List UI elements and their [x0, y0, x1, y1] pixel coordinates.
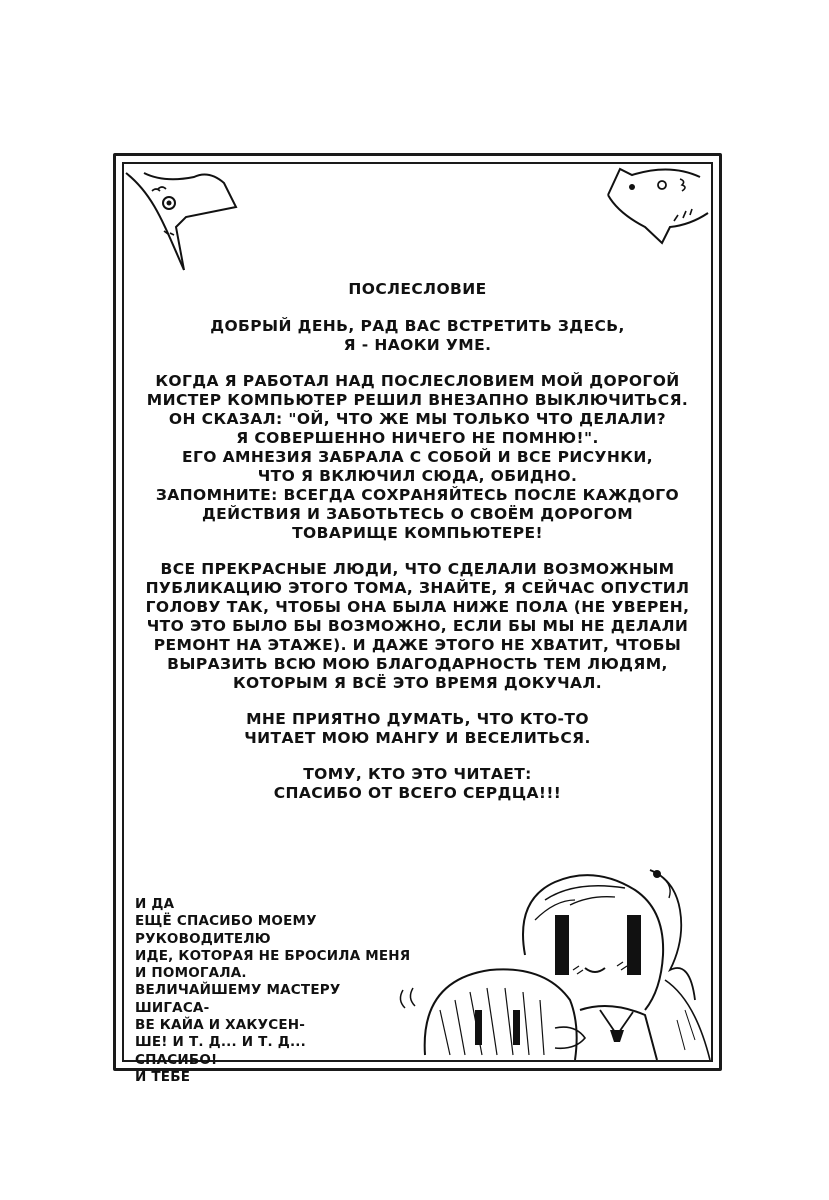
- postscript-note: [135, 896, 415, 1086]
- closing-paragraph: [130, 765, 705, 803]
- greeting-paragraph: [130, 317, 705, 355]
- text-line: СПАСИБО!: [135, 1051, 218, 1068]
- text-line: КОТОРЫМ Я ВСЁ ЭТО ВРЕМЯ ДОКУЧАЛ.: [232, 674, 603, 692]
- text-line: ЧИТАЕТ МОЮ МАНГУ И ВЕСЕЛИТЬСЯ.: [244, 729, 591, 747]
- text-line: ВЕЛИЧАЙШЕМУ МАСТЕРУ ШИГАСА-: [135, 982, 341, 1016]
- text-line: ВСЕ ПРЕКРАСНЫЕ ЛЮДИ, ЧТО СДЕЛАЛИ ВОЗМОЖНЫМ: [160, 560, 675, 578]
- text-line: ЕЩЁ СПАСИБО МОЕМУ РУКОВОДИТЕЛЮ: [135, 913, 317, 947]
- text-line: И ТЕБЕ: [135, 1068, 191, 1085]
- text-line: ЧТО ЭТО БЫЛО БЫ ВОЗМОЖНО, ЕСЛИ БЫ МЫ НЕ ДЕЛАЛИ: [146, 617, 689, 635]
- text-line: ЕГО АМНЕЗИЯ ЗАБРАЛА С СОБОЙ И ВСЕ РИСУНКИ,: [182, 448, 653, 466]
- cat-face-right-icon: [600, 165, 712, 245]
- text-line: ТОМУ, КТО ЭТО ЧИТАЕТ:: [303, 765, 532, 783]
- text-line: ВЫРАЗИТЬ ВСЮ МОЮ БЛАГОДАРНОСТЬ ТЕМ ЛЮДЯМ,: [167, 655, 668, 673]
- text-line: СПАСИБО ОТ ВСЕГО СЕРДЦА!!!: [273, 784, 562, 802]
- text-line: ТОВАРИЩЕ КОМПЬЮТЕРЕ!: [292, 524, 543, 542]
- text-line: ДЕЙСТВИЯ И ЗАБОТЬТЕСЬ О СВОЁМ ДОРОГОМ: [201, 505, 634, 523]
- text-line: Я - НАОКИ УМЕ.: [343, 336, 492, 354]
- text-line: И ДА: [135, 896, 175, 912]
- text-line: ЗАПОМНИТЕ: ВСЕГДА СОХРАНЯЙТЕСЬ ПОСЛЕ КАЖДОГО: [155, 486, 680, 504]
- text-line: ГОЛОВУ ТАК, ЧТОБЫ ОНА БЫЛА НИЖЕ ПОЛА (НЕ УВЕРЕН,: [145, 598, 690, 616]
- text-line: ПУБЛИКАЦИЮ ЭТОГО ТОМА, ЗНАЙТЕ, Я СЕЙЧАС ОПУСТИЛ: [145, 579, 690, 597]
- afterword-body: [130, 280, 705, 820]
- text-line: ШЕ! И Т. Д... И Т. Д...: [135, 1034, 306, 1051]
- chibi-girls-illustration: [395, 860, 715, 1060]
- text-line: ВЕ КАЙА И ХАКУСЕН-: [135, 1017, 306, 1034]
- cat-face-left-icon: [124, 165, 244, 275]
- afterword-title: ПОСЛЕСЛОВИЕ: [348, 280, 487, 298]
- text-line: РЕМОНТ НА ЭТАЖЕ). И ДАЖЕ ЭТОГО НЕ ХВАТИТ, ЧТОБЫ: [153, 636, 682, 654]
- text-line: МНЕ ПРИЯТНО ДУМАТЬ, ЧТО КТО-ТО: [246, 710, 589, 728]
- text-line: КОГДА Я РАБОТАЛ НАД ПОСЛЕСЛОВИЕМ МОЙ ДОРОГОЙ: [155, 372, 680, 390]
- text-line: Я СОВЕРШЕННО НИЧЕГО НЕ ПОМНЮ!".: [236, 429, 599, 447]
- computer-story-paragraph: [130, 372, 705, 543]
- text-line: И ПОМОГАЛА.: [135, 965, 247, 982]
- text-line: ДОБРЫЙ ДЕНЬ, РАД ВАС ВСТРЕТИТЬ ЗДЕСЬ,: [210, 317, 625, 335]
- readers-paragraph: [130, 710, 705, 748]
- text-line: ЧТО Я ВКЛЮЧИЛ СЮДА, ОБИДНО.: [257, 467, 578, 485]
- text-line: ОН СКАЗАЛ: "ОЙ, ЧТО ЖЕ МЫ ТОЛЬКО ЧТО ДЕЛАЛИ?: [168, 410, 667, 428]
- thanks-paragraph: [130, 560, 705, 693]
- text-line: ИДЕ, КОТОРАЯ НЕ БРОСИЛА МЕНЯ: [135, 947, 411, 964]
- text-line: МИСТЕР КОМПЬЮТЕР РЕШИЛ ВНЕЗАПНО ВЫКЛЮЧИТЬСЯ.: [146, 391, 689, 409]
